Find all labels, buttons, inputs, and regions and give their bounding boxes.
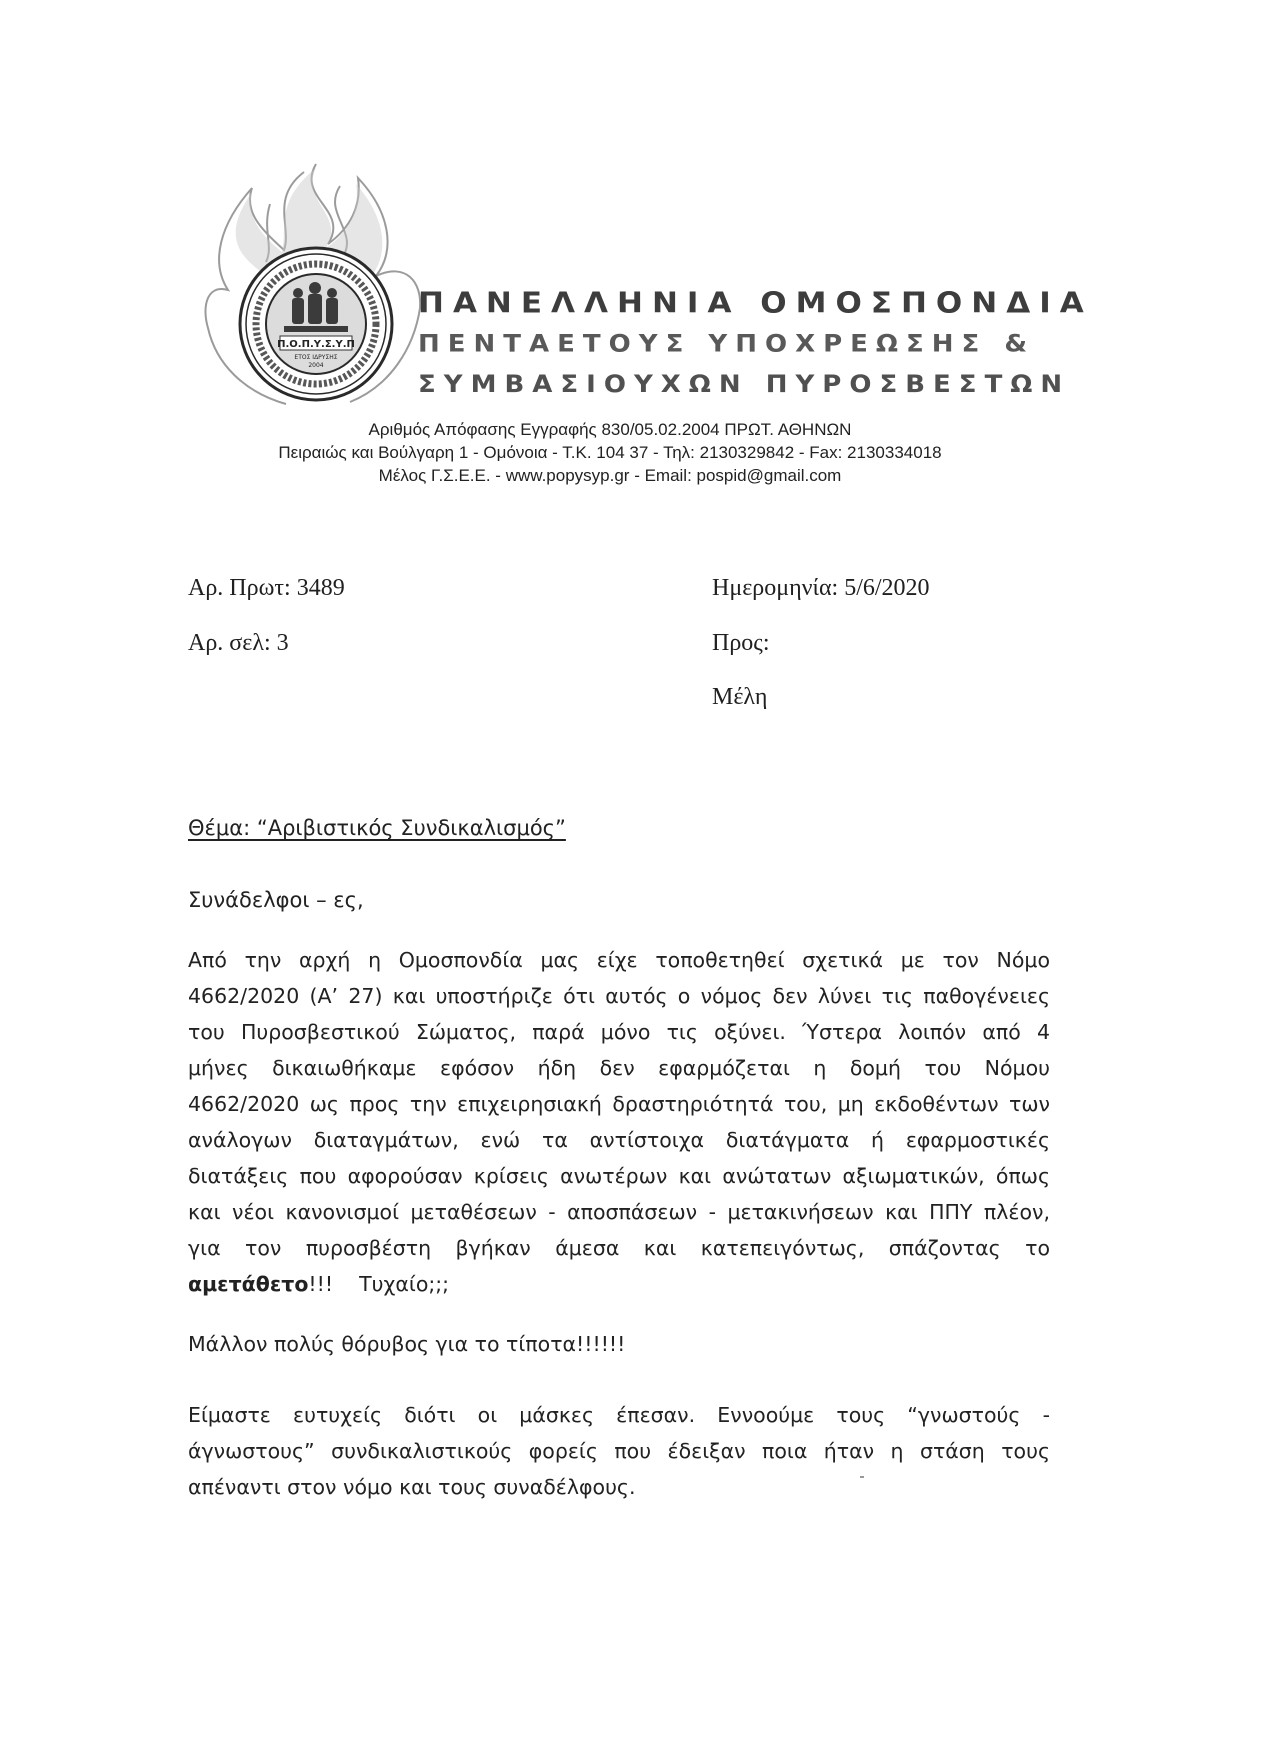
federation-name — [418, 283, 1093, 404]
paragraph-line: Μάλλον πολύς θόρυβος για το τίποτα!!!!!! — [188, 1332, 626, 1356]
paragraph-line: ανάλογων διαταγμάτων, ενώ τα αντίστοιχα διατάγματα ή εφαρμοστικές — [188, 1128, 1050, 1152]
emphasized-word: αμετάθετο — [188, 1272, 309, 1296]
paragraph-line: μήνες δικαιωθήκαμε εφόσον ήδη δεν εφαρμόζεται η δομή του Νόμου — [188, 1056, 1050, 1080]
org-name-line-3: ΣΥΜΒΑΣΙΟΥΧΩΝ ΠΥΡΟΣΒΕΣΤΩΝ — [418, 370, 1071, 399]
federation-logo — [200, 158, 432, 408]
registration-line: Αριθμός Απόφασης Εγγραφής 830/05.02.2004 ΠΡΩΤ. ΑΘΗΝΩΝ — [368, 420, 852, 439]
paragraph-line: 4662/2020 (Α’ 27) και υποστήριζε ότι αυτός ο νόμος δεν λύνει τις παθογένειες — [188, 984, 1050, 1008]
address-line: Πειραιώς και Βούλγαρη 1 - Ομόνοια - Τ.Κ. 104 37 - Τηλ: 2130329842 - Fax: 2130334018 — [278, 443, 942, 462]
paragraph-line-rest: !!! Τυχαίο;;; — [308, 1272, 450, 1296]
paragraph-line: του Πυροσβεστικού Σώματος, παρά μόνο τις οξύνει. Ύστερα λοιπόν από 4 — [188, 1020, 1050, 1044]
org-name-line-2: ΠΕΝΤΑΕΤΟΥΣ ΥΠΟΧΡΕΩΣΗΣ & — [418, 330, 1036, 358]
recipient-label: Προς: — [712, 630, 770, 656]
logo-center-text: Π.Ο.Π.Υ.Σ.Υ.Π — [277, 339, 355, 350]
contact-info — [200, 418, 1020, 487]
paragraph-3 — [188, 1397, 1050, 1505]
recipient-value: Μέλη — [712, 684, 768, 710]
logo-year-text: 2004 — [308, 362, 324, 369]
paragraph-line: διατάξεις που αφορούσαν κρίσεις ανωτέρων και ανώτατων αξιωματικών, όπως — [188, 1164, 1050, 1188]
paragraph-last-line — [188, 1266, 1050, 1302]
greeting: Συνάδελφοι – ες, — [188, 888, 364, 912]
letter-subject: Θέμα: “Αριβιστικός Συνδικαλισμός” — [188, 816, 566, 840]
paragraph-line: άγνωστους” συνδικαλιστικούς φορείς που έδειξαν ποια ήταν η στάση τους — [188, 1439, 1050, 1463]
letter-date: Ημερομηνία: 5/6/2020 — [712, 575, 930, 601]
protocol-number: Αρ. Πρωτ: 3489 — [188, 575, 345, 601]
paragraph-line: για τον πυροσβέστη βγήκαν άμεσα και κατεπειγόντως, σπάζοντας το — [188, 1236, 1050, 1260]
scan-speck — [860, 1476, 864, 1478]
paragraph-line: Είμαστε ευτυχείς διότι οι μάσκες έπεσαν. Εννοούμε τους “γνωστούς - — [188, 1403, 1050, 1427]
org-name-line-1: ΠΑΝΕΛΛΗΝΙΑ ΟΜΟΣΠΟΝΔΙΑ — [418, 286, 1093, 321]
paragraph-1 — [188, 942, 1050, 1302]
page-count: Αρ. σελ: 3 — [188, 630, 289, 656]
logo-founded-text: ΕΤΟΣ ΙΔΡΥΣΗΣ — [294, 354, 338, 361]
paragraph-line: απέναντι στον νόμο και τους συναδέλφους. — [188, 1475, 636, 1499]
paragraph-line: 4662/2020 ως προς την επιχειρησιακή δραστηριότητά του, μη εκδοθέντων των — [188, 1092, 1050, 1116]
paragraph-line: Από την αρχή η Ομοσπονδία μας είχε τοποθετηθεί σχετικά με τον Νόμο — [188, 948, 1050, 972]
paragraph-line: και νέοι κανονισμοί μεταθέσεων - αποσπάσεων - μετακινήσεων και ΠΠΥ πλέον, — [188, 1200, 1050, 1224]
membership-web-email-line: Μέλος Γ.Σ.Ε.Ε. - www.popysyp.gr - Email: pospid@gmail.com — [378, 466, 842, 485]
paragraph-2 — [188, 1326, 1050, 1362]
